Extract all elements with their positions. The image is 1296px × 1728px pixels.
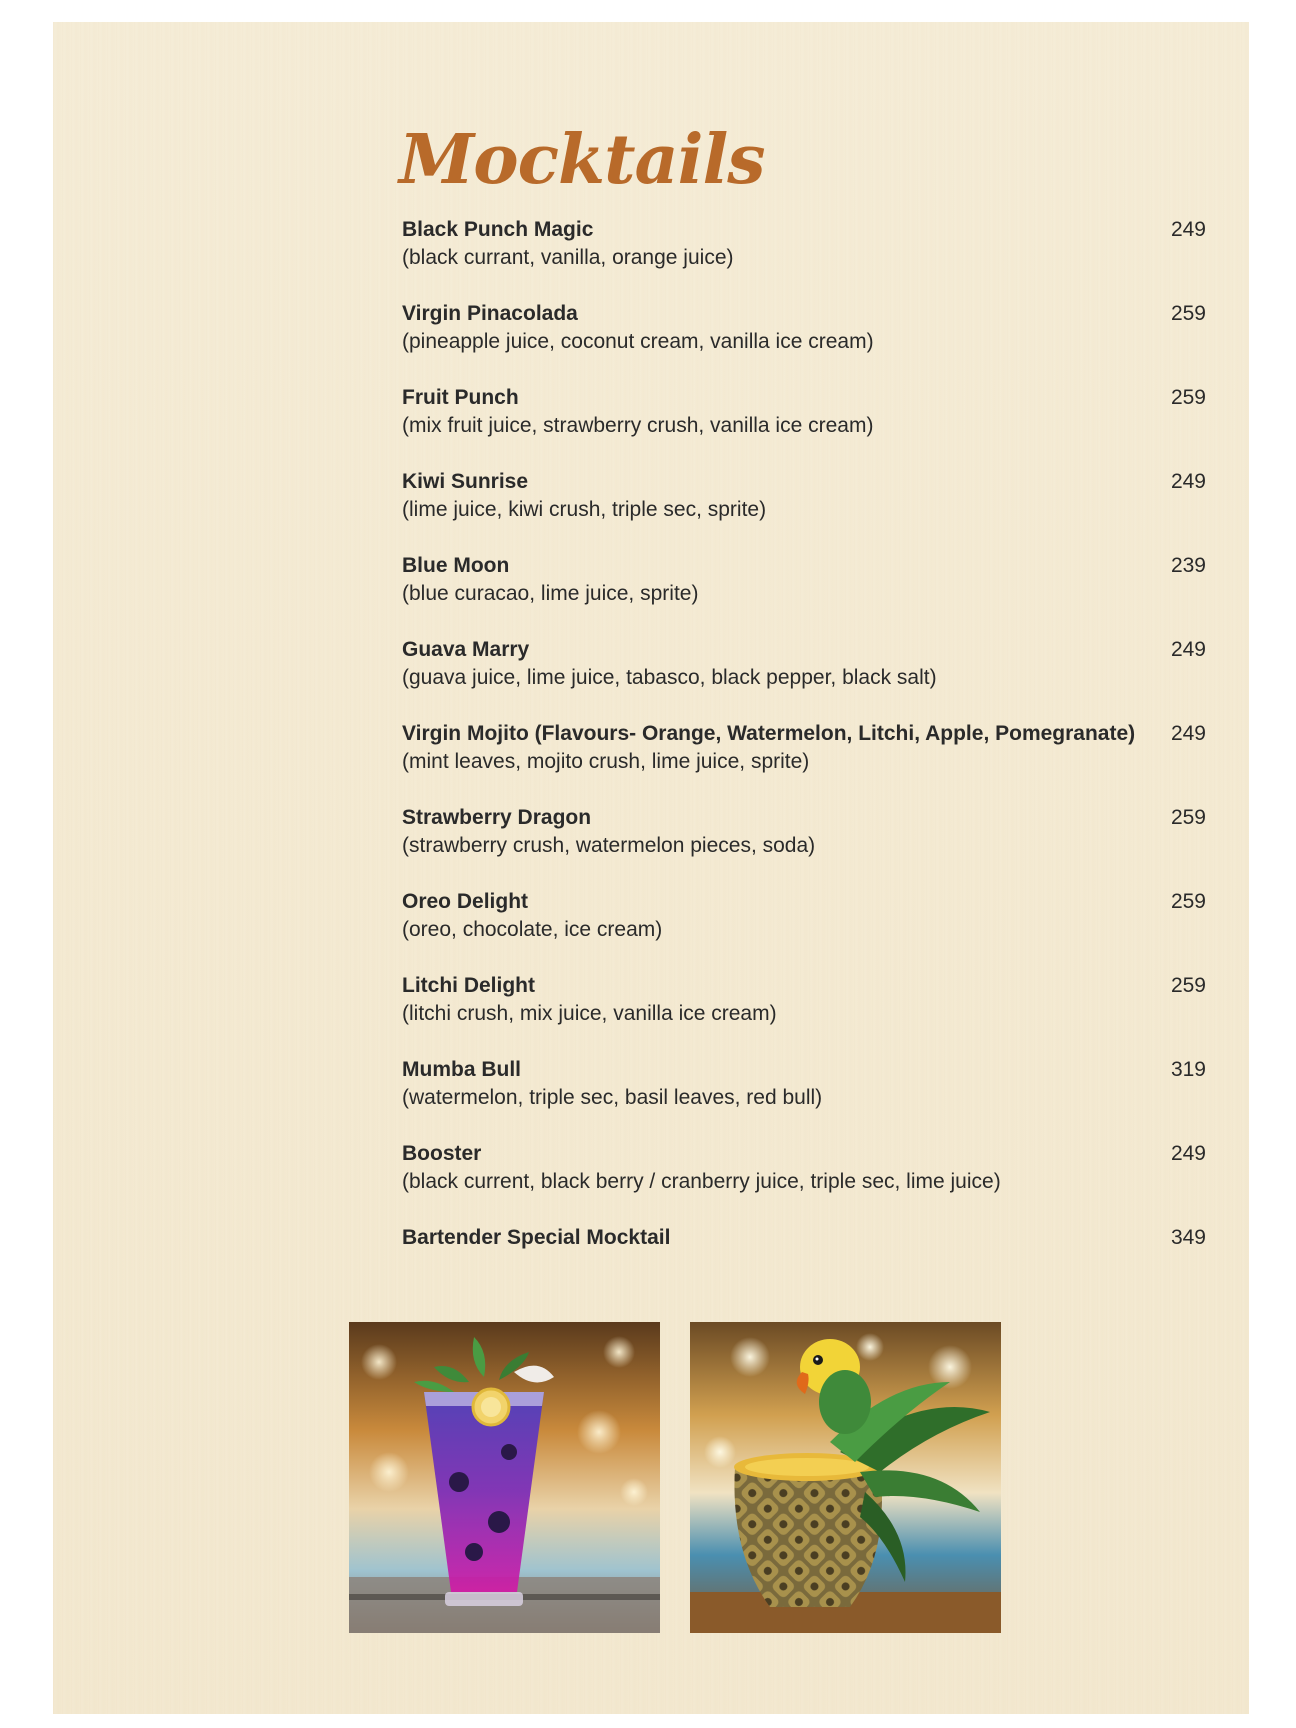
item-price: 259	[1170, 974, 1206, 997]
item-price: 319	[1170, 1058, 1206, 1081]
item-price: 249	[1170, 218, 1206, 241]
item-name: Blue Moon	[402, 554, 510, 577]
menu-item	[402, 1056, 1206, 1140]
item-description: (litchi crush, mix juice, vanilla ice cream)	[402, 1002, 777, 1025]
item-description: (lime juice, kiwi crush, triple sec, sprite)	[402, 498, 767, 521]
item-price: 249	[1170, 638, 1206, 661]
item-description: (strawberry crush, watermelon pieces, soda)	[402, 834, 816, 857]
pineapple-parrot-photo	[690, 1322, 1001, 1633]
item-description: (watermelon, triple sec, basil leaves, red bull)	[402, 1086, 823, 1109]
menu-item	[402, 300, 1206, 384]
mocktail-list	[402, 216, 1206, 1308]
item-name: Fruit Punch	[402, 386, 519, 409]
item-name: Black Punch Magic	[402, 218, 594, 241]
item-name: Virgin Pinacolada	[402, 302, 578, 325]
menu-item	[402, 972, 1206, 1056]
item-price: 259	[1170, 302, 1206, 325]
item-price: 259	[1170, 386, 1206, 409]
item-name: Litchi Delight	[402, 974, 535, 997]
mojito-glass-photo	[349, 1322, 660, 1633]
item-description: (black current, black berry / cranberry juice, triple sec, lime juice)	[402, 1170, 1001, 1193]
item-name: Strawberry Dragon	[402, 806, 592, 829]
item-price: 249	[1170, 470, 1206, 493]
item-description: (oreo, chocolate, ice cream)	[402, 918, 663, 941]
item-name: Virgin Mojito (Flavours- Orange, Watermelon, Litchi, Apple, Pomegranate)	[402, 722, 1136, 745]
item-name: Oreo Delight	[402, 890, 529, 913]
item-name: Booster	[402, 1142, 482, 1165]
item-name: Guava Marry	[402, 638, 530, 661]
item-name: Mumba Bull	[402, 1058, 521, 1081]
menu-item	[402, 1224, 1206, 1308]
item-description: (black currant, vanilla, orange juice)	[402, 246, 734, 269]
menu-item	[402, 888, 1206, 972]
item-price: 349	[1170, 1226, 1206, 1249]
item-description: (pineapple juice, coconut cream, vanilla ice cream)	[402, 330, 874, 353]
item-name: Kiwi Sunrise	[402, 470, 529, 493]
menu-item	[402, 1140, 1206, 1224]
item-description: (mint leaves, mojito crush, lime juice, sprite)	[402, 750, 810, 773]
item-price: 239	[1170, 554, 1206, 577]
item-price: 249	[1170, 1142, 1206, 1165]
menu-title: Mocktails	[399, 120, 765, 200]
menu-item	[402, 804, 1206, 888]
menu-item	[402, 468, 1206, 552]
item-description: (mix fruit juice, strawberry crush, vanilla ice cream)	[402, 414, 874, 437]
item-description: (blue curacao, lime juice, sprite)	[402, 582, 699, 605]
item-price: 249	[1170, 722, 1206, 745]
menu-item	[402, 720, 1206, 804]
menu-item	[402, 384, 1206, 468]
item-price: 259	[1170, 806, 1206, 829]
item-price: 259	[1170, 890, 1206, 913]
menu-item	[402, 216, 1206, 300]
menu-item	[402, 636, 1206, 720]
item-name: Bartender Special Mocktail	[402, 1226, 671, 1249]
item-description: (guava juice, lime juice, tabasco, black pepper, black salt)	[402, 666, 937, 689]
menu-item	[402, 552, 1206, 636]
